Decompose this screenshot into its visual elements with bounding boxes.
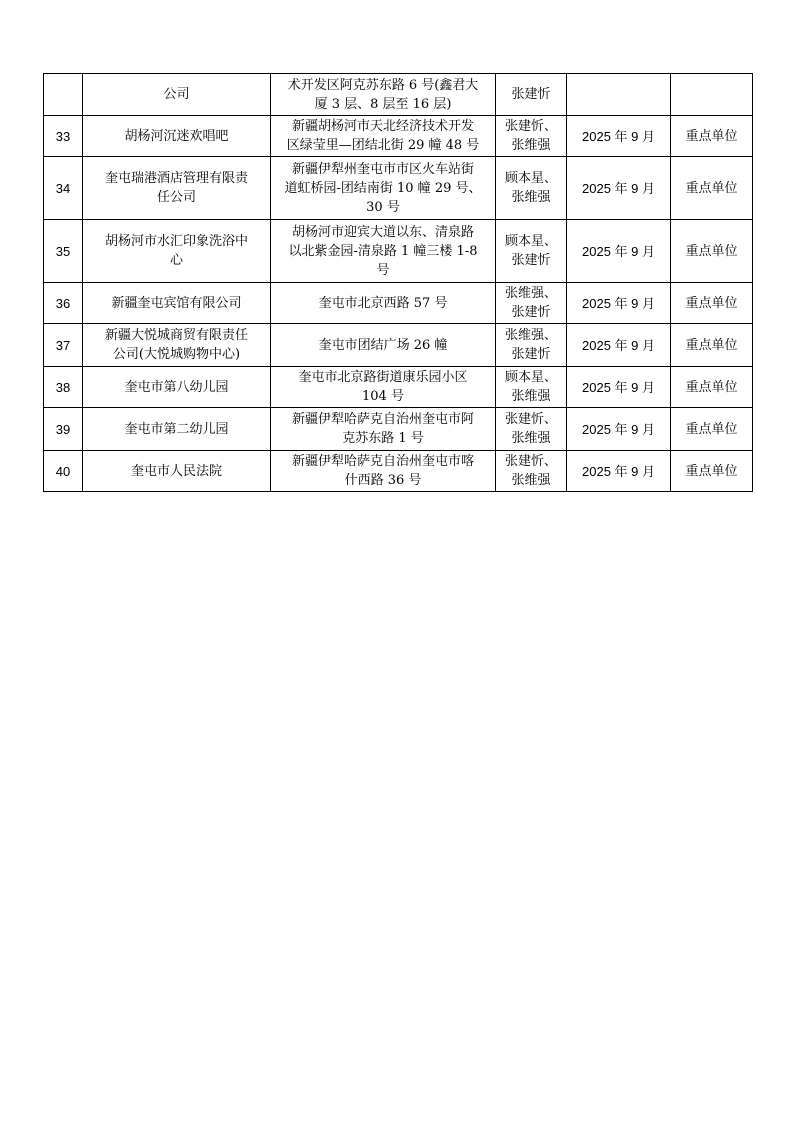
- inspector-names-line: 张维强: [511, 473, 551, 488]
- unit-type: 重点单位: [671, 157, 753, 220]
- inspection-date: 2025 年 9 月: [567, 408, 671, 451]
- table-row: [44, 283, 753, 324]
- inspection-date: [567, 74, 671, 116]
- unit-name: [83, 367, 271, 408]
- unit-name-line: 新疆大悦城商贸有限责任: [104, 328, 248, 343]
- inspector-names-line: 张建忻、: [504, 119, 557, 134]
- table-row: [44, 451, 753, 492]
- unit-type: 重点单位: [671, 220, 753, 283]
- inspector-names-line: 张维强、: [504, 328, 557, 343]
- unit-name-line: 胡杨河沉迷欢唱吧: [124, 128, 229, 144]
- unit-address: [271, 324, 496, 367]
- unit-address: [271, 367, 496, 408]
- inspector-names-line: 张建忻: [511, 347, 551, 362]
- unit-name-line: 奎屯瑞港酒店管理有限责: [104, 171, 248, 186]
- table-row: [44, 408, 753, 451]
- unit-address: [271, 74, 496, 116]
- inspector-names-line: 张建忻: [511, 305, 551, 320]
- inspector-names-line: 张维强: [511, 389, 551, 404]
- unit-name-line: 公司(大悦城购物中心): [112, 347, 241, 362]
- unit-address-line: 道虹桥园-团结南街 10 幢 29 号、: [284, 180, 482, 196]
- unit-name-line: 新疆奎屯宾馆有限公司: [111, 295, 242, 311]
- unit-name-line: 奎屯市第八幼儿园: [124, 379, 229, 395]
- unit-type: 重点单位: [671, 283, 753, 324]
- unit-name: [83, 74, 271, 116]
- unit-address-line: 胡杨河市迎宾大道以东、清泉路: [291, 224, 474, 240]
- unit-name-line: 心: [169, 253, 183, 268]
- unit-address: [271, 116, 496, 157]
- row-number: 38: [44, 367, 83, 408]
- unit-name: [83, 451, 271, 492]
- row-number: 36: [44, 283, 83, 324]
- inspector-names: [496, 220, 567, 283]
- inspector-names-line: 张建忻: [511, 253, 551, 268]
- inspector-names: [496, 74, 567, 116]
- unit-type: [671, 74, 753, 116]
- inspection-table: [43, 73, 753, 492]
- inspection-date: 2025 年 9 月: [567, 220, 671, 283]
- inspector-names: [496, 408, 567, 451]
- inspector-names-line: 顾本星、: [504, 171, 557, 186]
- unit-name-line: 胡杨河市水汇印象洗浴中: [104, 234, 248, 249]
- row-number: 33: [44, 116, 83, 157]
- table-row: [44, 220, 753, 283]
- unit-address-line: 奎屯市北京西路 57 号: [318, 295, 448, 311]
- unit-name: [83, 324, 271, 367]
- unit-address: [271, 283, 496, 324]
- inspector-names-line: 顾本星、: [504, 370, 557, 385]
- inspector-names-line: 张建忻: [511, 87, 551, 102]
- inspector-names: [496, 324, 567, 367]
- inspector-names-line: 张维强、: [504, 286, 557, 301]
- unit-name: [83, 157, 271, 220]
- unit-address-line: 号: [376, 262, 390, 278]
- table-body: [44, 74, 753, 492]
- unit-name-line: 任公司: [156, 190, 196, 205]
- unit-name: [83, 220, 271, 283]
- row-number: 35: [44, 220, 83, 283]
- inspector-names: [496, 451, 567, 492]
- inspector-names: [496, 283, 567, 324]
- inspector-names-line: 张维强: [511, 190, 551, 205]
- inspector-names-line: 张维强: [511, 138, 551, 153]
- inspector-names: [496, 116, 567, 157]
- inspector-names-line: 张建忻、: [504, 454, 557, 469]
- inspector-names: [496, 157, 567, 220]
- inspector-names-line: 张维强: [511, 431, 551, 446]
- unit-type: 重点单位: [671, 408, 753, 451]
- inspector-names: [496, 367, 567, 408]
- unit-address-line: 新疆胡杨河市天北经济技术开发: [291, 119, 474, 134]
- inspector-names-line: 顾本星、: [504, 234, 557, 249]
- table-row: [44, 74, 753, 116]
- row-number: 40: [44, 451, 83, 492]
- table-row: [44, 116, 753, 157]
- unit-address-line: 克苏东路 1 号: [342, 431, 424, 446]
- unit-address-line: 什西路 36 号: [344, 473, 422, 488]
- unit-address-line: 新疆伊犁哈萨克自治州奎屯市阿: [291, 412, 474, 427]
- unit-address-line: 新疆伊犁哈萨克自治州奎屯市喀: [291, 454, 474, 469]
- unit-type: 重点单位: [671, 367, 753, 408]
- unit-address-line: 区绿莹里—团结北街 29 幢 48 号: [286, 138, 480, 153]
- row-number: 34: [44, 157, 83, 220]
- unit-address-line: 术开发区阿克苏东路 6 号(鑫君大: [287, 77, 479, 93]
- unit-name: [83, 283, 271, 324]
- unit-address-line: 以北紫金园-清泉路 1 幢三楼 1-8: [288, 243, 478, 259]
- unit-name-line: 公司: [163, 87, 190, 102]
- unit-address: [271, 408, 496, 451]
- inspection-date: 2025 年 9 月: [567, 157, 671, 220]
- unit-name-line: 奎屯市人民法院: [130, 463, 222, 479]
- unit-address-line: 奎屯市北京路街道康乐园小区: [298, 370, 468, 385]
- unit-type: 重点单位: [671, 116, 753, 157]
- table-row: [44, 324, 753, 367]
- unit-type: 重点单位: [671, 324, 753, 367]
- inspection-date: 2025 年 9 月: [567, 116, 671, 157]
- table-row: [44, 367, 753, 408]
- inspector-names-line: 张建忻、: [504, 412, 557, 427]
- unit-address-line: 30 号: [366, 199, 400, 215]
- row-number: [44, 74, 83, 116]
- row-number: 37: [44, 324, 83, 367]
- row-number: 39: [44, 408, 83, 451]
- unit-address-line: 厦 3 层、8 层至 16 层): [314, 96, 452, 112]
- unit-address-line: 奎屯市团结广场 26 幢: [318, 337, 448, 353]
- unit-name-line: 奎屯市第二幼儿园: [124, 421, 229, 437]
- inspection-date: 2025 年 9 月: [567, 367, 671, 408]
- table-row: [44, 157, 753, 220]
- unit-address-line: 新疆伊犁州奎屯市市区火车站街: [291, 161, 474, 177]
- unit-name: [83, 408, 271, 451]
- unit-address: [271, 157, 496, 220]
- unit-name: [83, 116, 271, 157]
- unit-address: [271, 451, 496, 492]
- inspection-date: 2025 年 9 月: [567, 451, 671, 492]
- inspection-date: 2025 年 9 月: [567, 283, 671, 324]
- inspection-date: 2025 年 9 月: [567, 324, 671, 367]
- unit-type: 重点单位: [671, 451, 753, 492]
- unit-address: [271, 220, 496, 283]
- unit-address-line: 104 号: [362, 389, 404, 404]
